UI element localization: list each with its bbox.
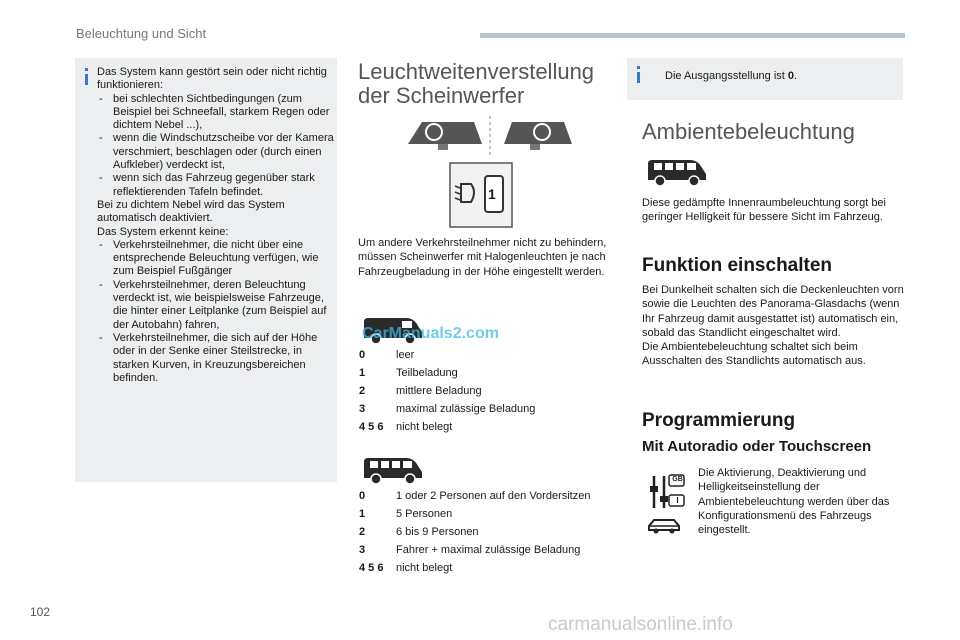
headlamp-description: Um andere Verkehrsteilnehmer nicht zu behindern, müssen Scheinwerfer mit Halogenleuchten je nach Fahrzeugbeladung in der Höhe eingestellt werden. — [358, 237, 607, 278]
note-box-limitations — [75, 58, 337, 482]
car-icon — [646, 516, 682, 536]
table-row: 2 mittlere Beladung — [359, 385, 482, 397]
page-number: 102 — [30, 605, 51, 619]
list-item: - Verkehrsteilnehmer, die sich auf der Höhe oder in der Senke einer Steilstrecke, in starken Kurven, in Kreuzungsbereichen befinden. — [97, 332, 335, 385]
table-row: 1 Teilbeladung — [359, 367, 458, 379]
watermark: CarManuals2.com — [362, 325, 499, 342]
note-content: Die Ausgangsstellung ist 0. — [665, 70, 798, 82]
section-title: Beleuchtung und Sicht — [76, 26, 207, 41]
table-row: 4 5 6 nicht belegt — [359, 421, 453, 433]
switch-on-description: Bei Dunkelheit schalten sich die Deckenleuchten vorn sowie die Leuchten des Panorama-Glasdachs (wenn Ihr Fahrzeug damit ausgestattet ist) automatisch ein, sobald das Standlicht eingeschaltet wird. Die Ambientebeleuchtung schaltet sich beim Ausschalten des Standlichts automatisch aus. — [642, 284, 904, 368]
table-row: 0 1 oder 2 Personen auf den Vordersitzen — [359, 490, 591, 502]
list-item: - wenn sich das Fahrzeug gegenüber stark reflektierenden Tafeln befindet. — [97, 172, 335, 199]
ambient-description: Diese gedämpfte Innenraumbeleuchtung sorgt bei geringer Helligkeit für bessere Sicht im Fahrzeug. — [642, 197, 886, 224]
programming-title: Programmierung — [642, 410, 796, 431]
not-recognized-intro: Das System erkennt keine: — [97, 225, 229, 238]
header-bar — [480, 33, 905, 38]
table-row: 0 leer — [359, 349, 415, 361]
fog-text: Bei zu dichtem Nebel wird das System automatisch deaktiviert. — [97, 198, 285, 225]
ambient-title: Ambientebeleuchtung — [642, 119, 855, 144]
list-item: - bei schlechten Sichtbedingungen (zum Beispiel bei Schneefall, starkem Regen oder dichtem Nebel ...), — [97, 93, 335, 133]
list-item: - wenn die Windschutzscheibe vor der Kamera verschmiert, beschlagen oder (durch einen Aufkleber) verdeckt ist, — [97, 132, 335, 172]
headlamp-adjuster-icon — [449, 162, 513, 228]
programming-subtitle: Mit Autoradio oder Touchscreen — [642, 438, 872, 455]
list-item: - Verkehrsteilnehmer, deren Beleuchtung verdeckt ist, wie beispielsweise Fahrzeuge, die hinter einer Leitplanke (zum Beispiel auf der Autobahn) fahren, — [97, 279, 335, 332]
note-content — [97, 66, 335, 385]
note-box-initial-position — [627, 58, 903, 100]
table-row: 1 5 Personen — [359, 508, 453, 520]
adjuster-number: 1 — [488, 186, 496, 202]
badge-gb: GB — [672, 476, 683, 483]
table-row: 2 6 bis 9 Personen — [359, 526, 479, 538]
info-icon — [85, 74, 88, 85]
table-row: 3 Fahrer + maximal zulässige Beladung — [359, 544, 581, 556]
headlamp-title: Leuchtweitenverstellung der Scheinwerfer — [358, 59, 595, 108]
table-row: 4 5 6 nicht belegt — [359, 562, 453, 574]
badge-i: I — [676, 496, 679, 505]
note-intro: Das System kann gestört sein oder nicht richtig funktionieren: — [97, 66, 327, 92]
not-recognized-list — [97, 239, 335, 385]
table-row: 3 maximal zulässige Beladung — [359, 403, 536, 415]
list-item: - Verkehrsteilnehmer, die nicht über eine entsprechende Beleuchtung verfügen, wie zum Beispiel Fußgänger — [97, 239, 335, 279]
mpv-icon — [646, 158, 708, 188]
switch-on-title: Funktion einschalten — [642, 255, 833, 276]
footer-watermark: carmanualsonline.info — [548, 614, 733, 635]
mpv-icon — [362, 456, 424, 486]
programming-description: Die Aktivierung, Deaktivierung und Helligkeitseinstellung der Ambientebeleuchtung werden über das Konfigurationsmenü des Fahrzeugs eingestellt. — [698, 467, 890, 537]
disturbance-list — [97, 93, 335, 199]
headlight-beam-icon — [404, 114, 576, 158]
info-icon — [637, 72, 640, 83]
